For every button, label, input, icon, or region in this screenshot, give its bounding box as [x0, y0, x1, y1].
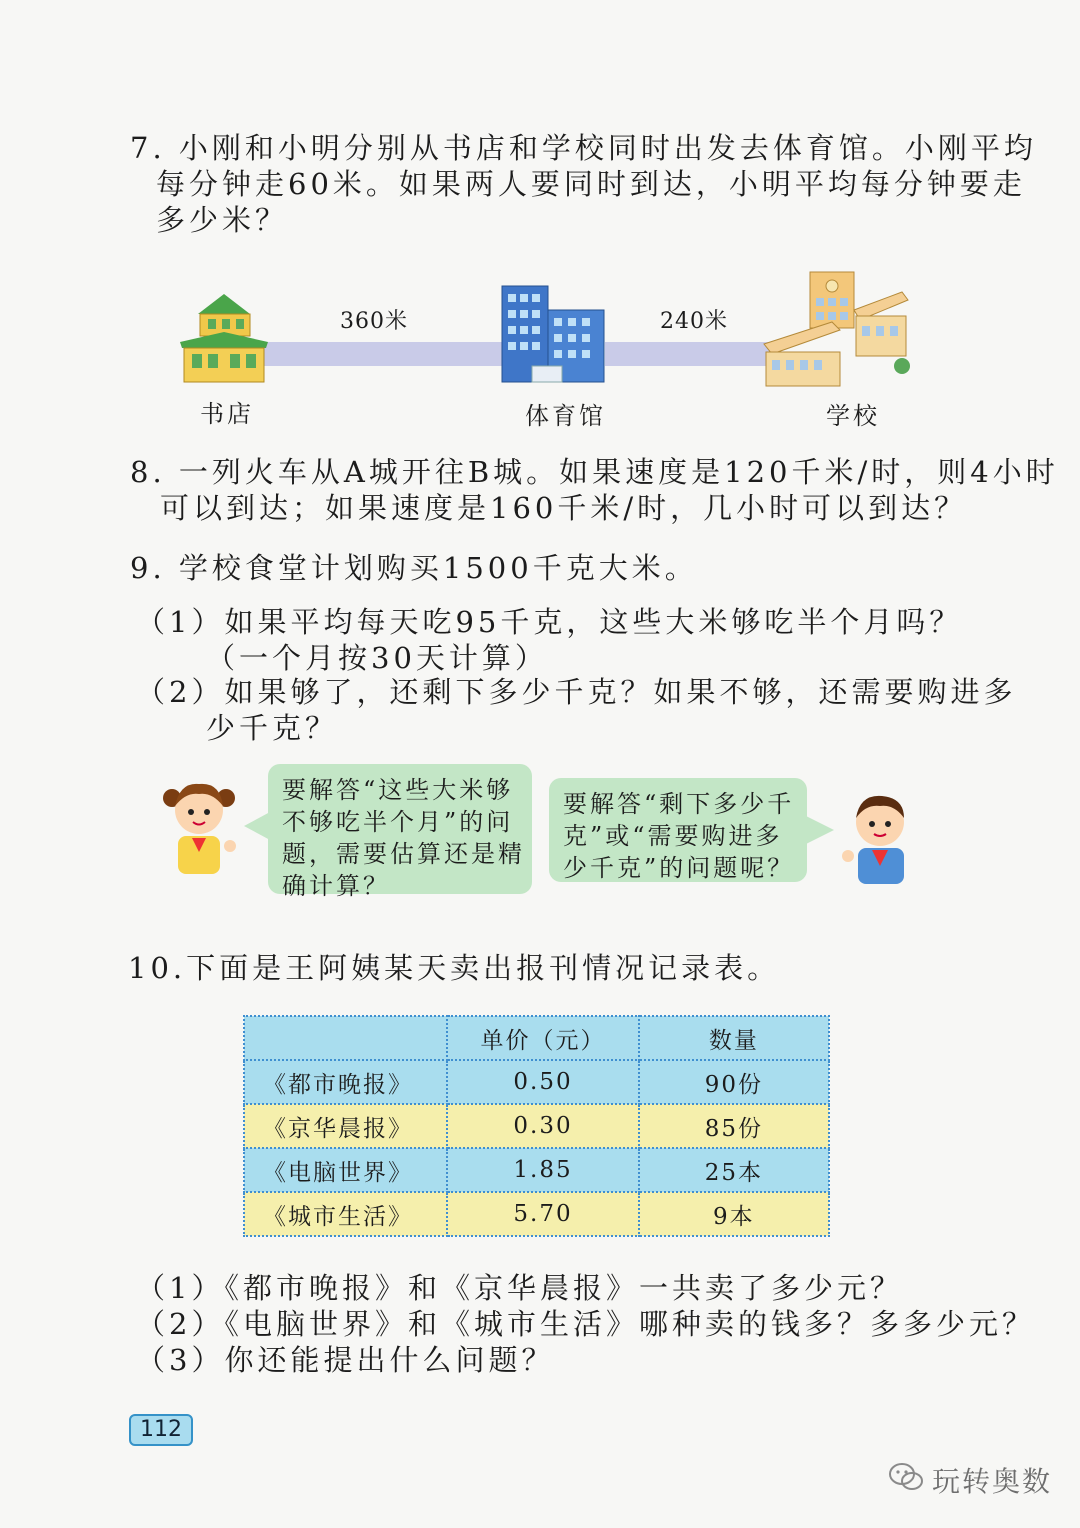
distance-left-label: 360米 [340, 309, 408, 334]
table-cell-qty: 25本 [639, 1148, 829, 1192]
gymnasium-label: 体育馆 [525, 402, 606, 430]
gymnasium-building-icon [498, 282, 608, 384]
table-header-cell [244, 1016, 447, 1060]
school-building-icon [762, 266, 912, 390]
girl-speech-bubble [268, 764, 532, 900]
watermark-text: 玩转奥数 [932, 1465, 1053, 1498]
q7-line-2: 每分钟走60米。如果两人要同时到达，小明平均每分钟要走 [156, 167, 1026, 201]
q9-sub1-line-2: （一个月按30天计算） [206, 641, 548, 675]
q7-line-3: 多少米？ [156, 203, 289, 237]
table-cell-price: 0.50 [447, 1060, 638, 1104]
q10-sub2: （2）《电脑世界》和《城市生活》哪种卖的钱多？多多少元？ [136, 1307, 1035, 1341]
boy-bubble-tail [806, 816, 834, 844]
table-cell-price: 0.30 [447, 1104, 638, 1148]
bookstore-label: 书店 [200, 400, 254, 428]
girl-character-icon [160, 776, 244, 876]
distance-right-label: 240米 [660, 309, 728, 334]
newspaper-sales-table [243, 1015, 830, 1237]
table-cell-name: 《电脑世界》 [244, 1148, 447, 1192]
boy-speech-bubble [549, 778, 807, 882]
q10-sub1: （1）《都市晚报》和《京华晨报》一共卖了多少元？ [136, 1271, 903, 1305]
boy-bubble-line: 少千克”的问题呢？ [563, 854, 795, 882]
girl-bubble-line: 确计算？ [282, 872, 390, 900]
q8-line-2: 可以到达；如果速度是160千米/时，几小时可以到达？ [160, 491, 968, 525]
page-number-badge: 112 [129, 1414, 193, 1446]
table-cell-name: 《都市晚报》 [244, 1060, 447, 1104]
table-row [244, 1148, 829, 1192]
table-cell-qty: 9本 [639, 1192, 829, 1236]
table-cell-qty: 90份 [639, 1060, 829, 1104]
q9-sub1-line-1: （1）如果平均每天吃95千克，这些大米够吃半个月吗？ [136, 605, 963, 639]
q9-sub2-line-2: 少千克？ [206, 711, 339, 745]
bookstore-building-icon [178, 292, 270, 384]
table-cell-price: 5.70 [447, 1192, 638, 1236]
road-left [262, 342, 502, 366]
table-header-cell: 单价（元） [447, 1016, 638, 1060]
girl-bubble-line: 要解答“这些大米够 [282, 776, 514, 804]
q8-line-1: 8. 一列火车从A城开往B城。如果速度是120千米/时，则4小时 [130, 455, 1059, 489]
table-header-row [244, 1016, 829, 1060]
wechat-icon [888, 1462, 924, 1492]
q10-sub3: （3）你还能提出什么问题？ [136, 1343, 555, 1377]
school-label: 学校 [826, 402, 880, 430]
boy-bubble-line: 要解答“剩下多少千 [563, 790, 795, 818]
table-cell-price: 1.85 [447, 1148, 638, 1192]
q10-line-1: 10.下面是王阿姨某天卖出报刊情况记录表。 [128, 951, 781, 985]
table-row [244, 1060, 829, 1104]
table-cell-name: 《城市生活》 [244, 1192, 447, 1236]
table-row [244, 1192, 829, 1236]
road-right [605, 342, 770, 366]
table-cell-qty: 85份 [639, 1104, 829, 1148]
girl-bubble-line: 不够吃半个月”的问 [282, 808, 514, 836]
boy-character-icon [838, 790, 920, 886]
q7-line-1: 7. 小刚和小明分别从书店和学校同时出发去体育馆。小刚平均 [130, 131, 1037, 165]
q9-sub2-line-1: （2）如果够了，还剩下多少千克？如果不够，还需要购进多 [136, 675, 1017, 709]
girl-bubble-tail [244, 812, 270, 840]
q9-line-1: 9. 学校食堂计划购买1500千克大米。 [130, 551, 698, 585]
boy-bubble-line: 克”或“需要购进多 [563, 822, 783, 850]
table-cell-name: 《京华晨报》 [244, 1104, 447, 1148]
table-row [244, 1104, 829, 1148]
girl-bubble-line: 题，需要估算还是精 [282, 840, 525, 868]
table-header-cell: 数量 [639, 1016, 829, 1060]
